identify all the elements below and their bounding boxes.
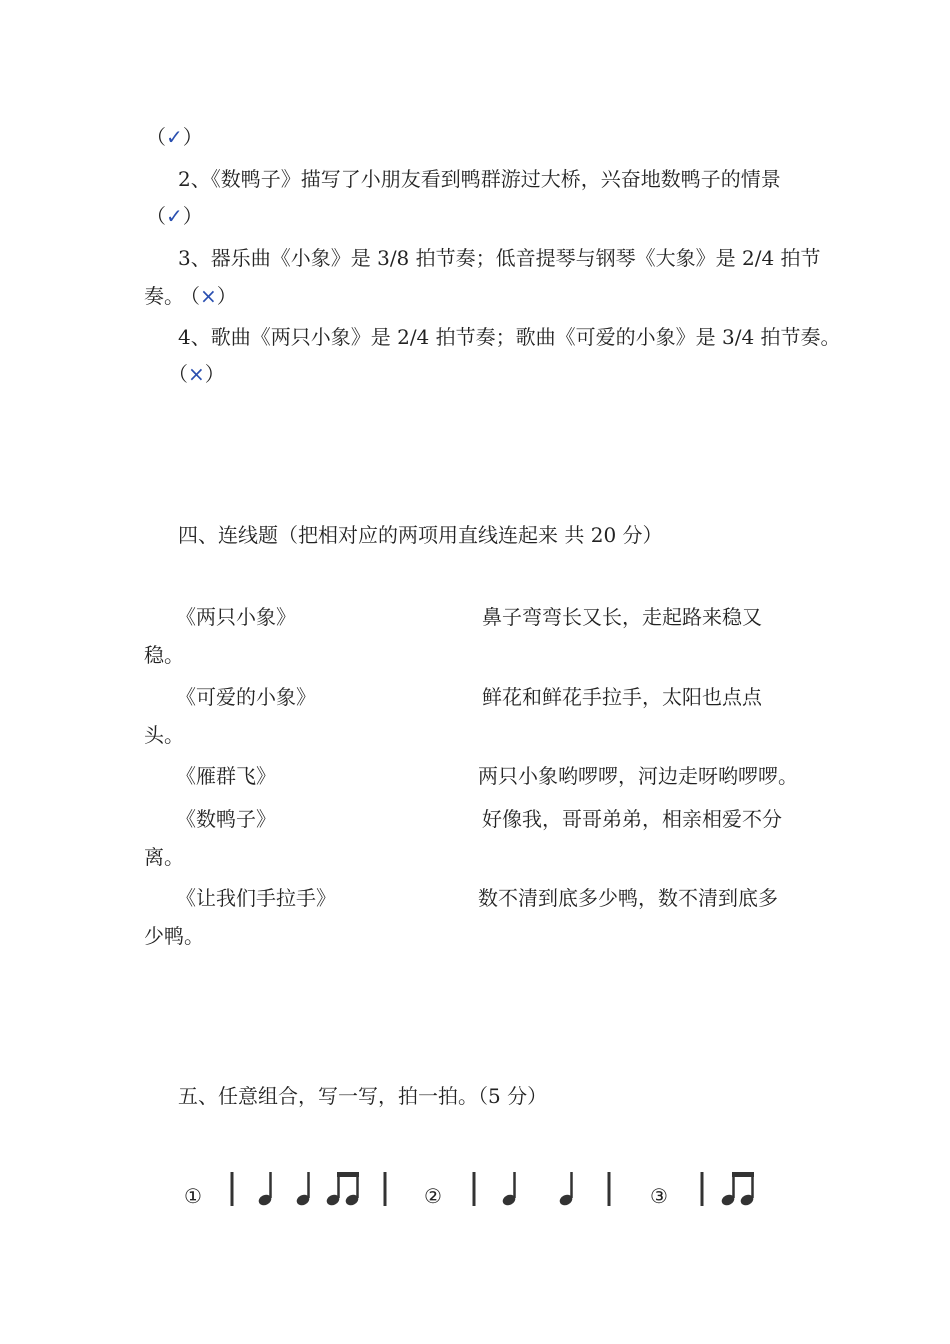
item-2-answer: （✓） [146,204,203,228]
item-3-continuation: 奏。 （×） [144,284,237,308]
item-2-question: 2、《数鸭子》描写了小朋友看到鸭群游过大桥，兴奋地数鸭子的情景 [178,167,781,191]
match-right-1[interactable]: 鼻子弯弯长又长，走起路来稳又 [482,605,762,629]
cross-icon: × [200,284,217,308]
item-4-answer: （×） [168,362,225,386]
match-right-1-cont: 稳。 [144,643,184,667]
item-4-question: 4、歌曲《两只小象》是 2/4 拍节奏；歌曲《可爱的小象》是 3/4 拍节奏。 [178,325,841,349]
section4-title: 四、连线题（把相对应的两项用直线连起来 共 20 分） [178,523,663,547]
beamed-eighth-notes-icon [720,1172,755,1207]
match-right-4[interactable]: 好像我，哥哥弟弟，相亲相爱不分 [482,807,782,831]
cross-icon: × [188,362,205,386]
group-1-label: ① [184,1184,202,1208]
item-1-answer: （✓） [146,125,203,149]
match-left-5[interactable]: 《让我们手拉手》 [176,886,336,910]
match-right-2[interactable]: 鲜花和鲜花手拉手，太阳也点点 [482,685,762,709]
section5-title: 五、任意组合，写一写，拍一拍。（5 分） [178,1084,548,1108]
quarter-note-icon [501,1172,517,1207]
group-2-label: ② [424,1184,442,1208]
match-right-5[interactable]: 数不清到底多少鸭，数不清到底多 [478,886,778,910]
match-left-2[interactable]: 《可爱的小象》 [176,685,316,709]
check-icon: ✓ [166,125,183,149]
item-3-question: 3、器乐曲《小象》是 3/8 拍节奏；低音提琴与钢琴《大象》是 2/4 拍节 [178,246,821,270]
quarter-note-icon [558,1172,574,1207]
quarter-note-icon [257,1172,273,1207]
match-right-3[interactable]: 两只小象哟啰啰，河边走呀哟啰啰。 [478,764,798,788]
match-right-4-cont: 离。 [144,845,184,869]
check-icon: ✓ [166,204,183,228]
match-left-1[interactable]: 《两只小象》 [176,605,296,629]
match-right-2-cont: 头。 [144,723,184,747]
quarter-note-icon [295,1172,311,1207]
beamed-eighth-notes-icon [325,1172,360,1207]
group-3-label: ③ [650,1184,668,1208]
match-left-3[interactable]: 《雁群飞》 [176,764,276,788]
match-left-4[interactable]: 《数鸭子》 [176,807,276,831]
match-right-5-cont: 少鸭。 [144,924,204,948]
